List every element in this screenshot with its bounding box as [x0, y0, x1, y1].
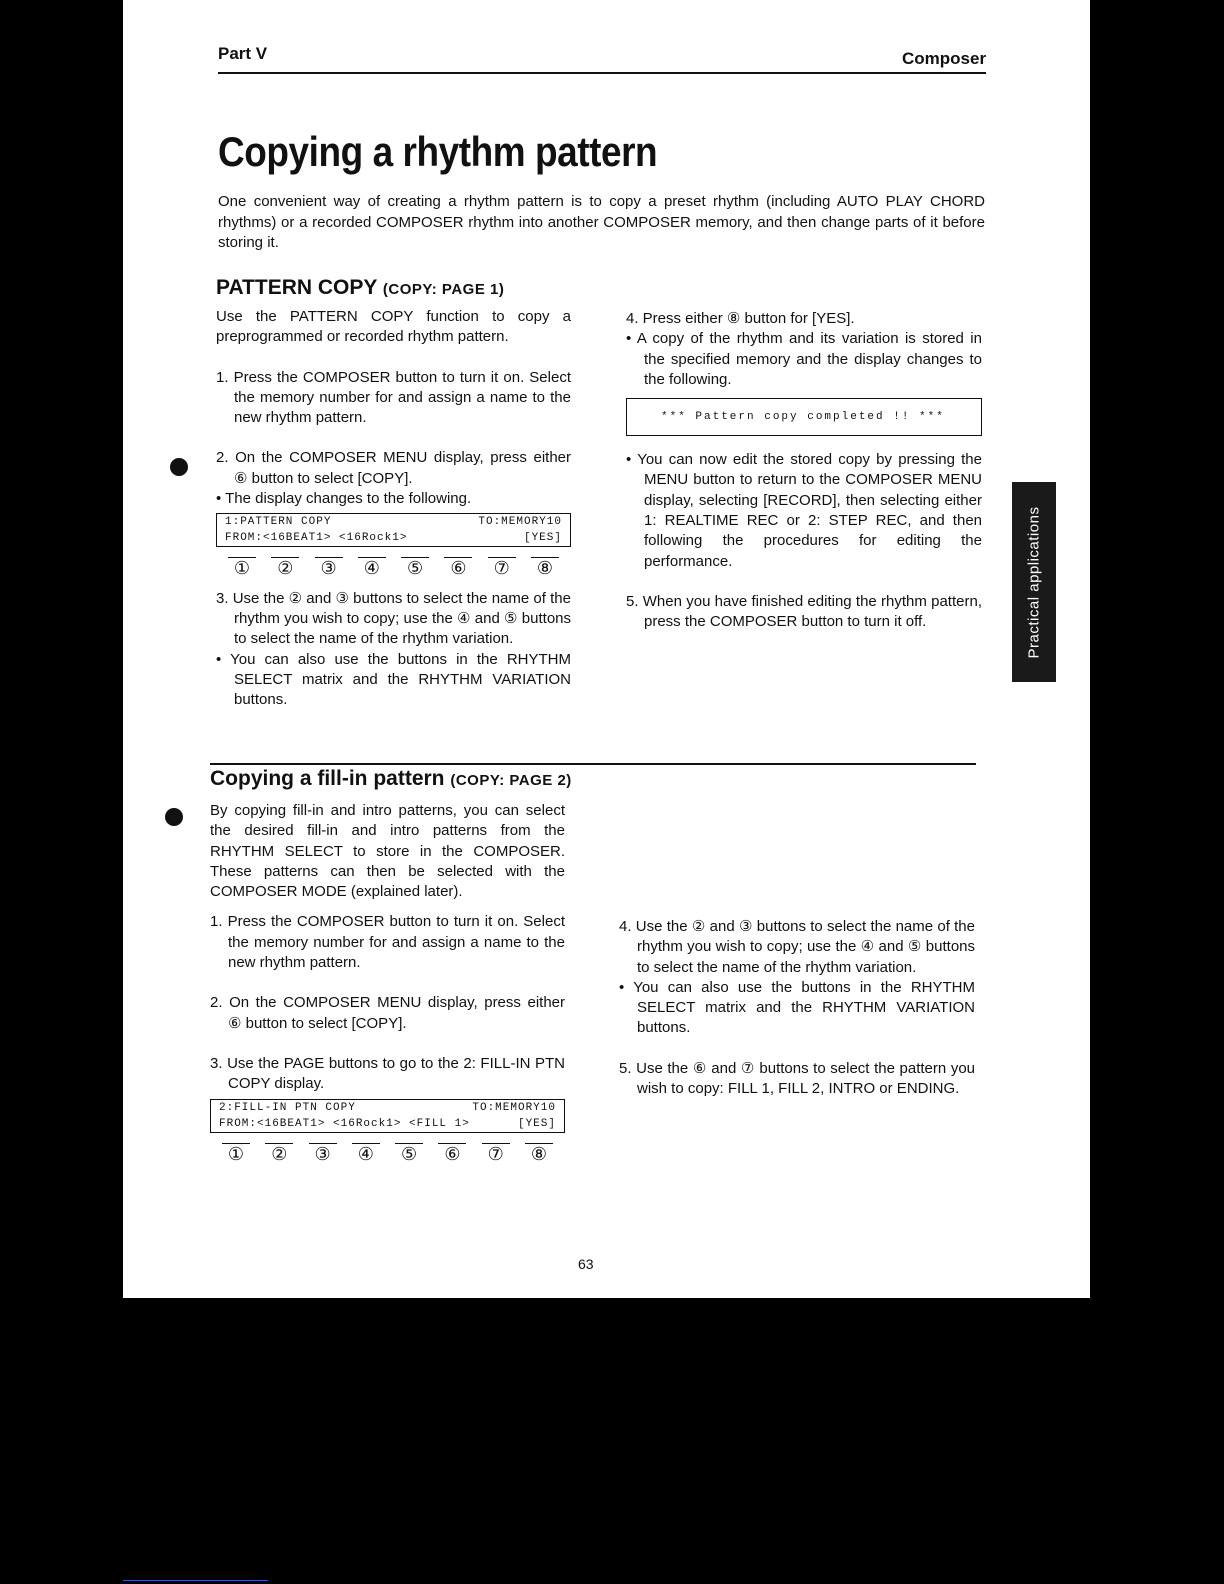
- intro-paragraph: One convenient way of creating a rhythm pattern is to copy a preset rhythm (including AUTO PLAY CHORD rhythms) or a recorded COMPOSER rhythm into another COMPOSER memory, and then change parts of it before storing it.: [218, 193, 985, 251]
- pattern-copy-right-column: [626, 309, 982, 633]
- header-rule: [218, 72, 986, 74]
- fillin-step-2: 2. On the COMPOSER MENU display, press either ⑥ button to select [COPY].: [210, 994, 565, 1032]
- fillin-step-4: 4. Use the ② and ③ buttons to select the name of the rhythm you wish to copy; use the ④ and ⑤ buttons to select the name of the rhythm variation.: [619, 918, 975, 976]
- pattern-bullet-display: • The display changes to the following.: [216, 490, 472, 508]
- lcd-button-8: ⑧: [525, 1143, 553, 1164]
- pattern-bullet-edit: • You can now edit the stored copy by pressing the MENU button to return to the COMPOSER MENU display, selecting [RECORD], then selecting either 1: REALTIME REC or 2: STEP REC, and then following the procedures for editing the performance.: [626, 451, 982, 570]
- lcd-button-7: ⑦: [488, 557, 516, 578]
- fillin-heading-sub: (COPY: PAGE 2): [450, 772, 572, 789]
- pattern-step-1: 1. Press the COMPOSER button to turn it on. Select the memory number for and assign a name to the new rhythm pattern.: [216, 368, 571, 427]
- lcd-button-3: ③: [315, 557, 343, 578]
- completed-display: *** Pattern copy completed !! ***: [626, 398, 982, 436]
- pattern-lcd-buttons: [216, 547, 571, 578]
- pattern-step-5: 5. When you have finished editing the rhythm pattern, press the COMPOSER button to turn it off.: [626, 592, 982, 631]
- pattern-bullet-rhythm: • You can also use the buttons in the RHYTHM SELECT matrix and the RHYTHM VARIATION buttons.: [216, 650, 571, 709]
- side-tab-label: Practical applications: [1025, 506, 1043, 658]
- pattern-step-3: 3. Use the ② and ③ buttons to select the name of the rhythm you wish to copy; use the ④ and ⑤ buttons to select the name of the rhythm variation.: [216, 589, 571, 648]
- side-tab: [1012, 482, 1056, 682]
- lcd-button-6: ⑥: [438, 1143, 466, 1164]
- lcd-line2-left: FROM:<16BEAT1> <16Rock1>: [225, 532, 408, 545]
- fillin-step-1: 1. Press the COMPOSER button to turn it on. Select the memory number for and assign a name to the new rhythm pattern.: [210, 913, 565, 972]
- lcd-button-8: ⑧: [531, 557, 559, 578]
- lcd-button-1: ①: [222, 1143, 250, 1164]
- fillin-right-column: [619, 917, 975, 1099]
- fillin-lcd-display: [210, 1099, 565, 1133]
- lcd-button-5: ⑤: [395, 1143, 423, 1164]
- margin-dot-icon: [170, 458, 188, 476]
- lcd-button-7: ⑦: [482, 1143, 510, 1164]
- pattern-step-2: 2. On the COMPOSER MENU display, press either ⑥ button to select [COPY].: [216, 449, 571, 487]
- bottom-link-line: [123, 1580, 268, 1581]
- page-number: 63: [578, 1256, 594, 1272]
- lcd-line1-left: 1:PATTERN COPY: [225, 516, 332, 529]
- lcd-button-1: ①: [228, 557, 256, 578]
- pattern-copy-heading-main: PATTERN COPY: [216, 276, 378, 299]
- pattern-copy-heading: [216, 276, 504, 300]
- page-title: Copying a rhythm pattern: [218, 128, 658, 175]
- lcd-button-4: ④: [352, 1143, 380, 1164]
- pattern-copy-heading-sub: (COPY: PAGE 1): [382, 281, 505, 298]
- lcd-button-4: ④: [358, 557, 386, 578]
- lcd-line2-left: FROM:<16BEAT1> <16Rock1> <FILL 1>: [219, 1117, 470, 1130]
- pattern-bullet-copy: • A copy of the rhythm and its variation is stored in the specified memory and the display changes to the following.: [626, 330, 982, 388]
- fillin-heading-main: Copying a fill-in pattern: [210, 767, 445, 790]
- fillin-bullet-rhythm: • You can also use the buttons in the RHYTHM SELECT matrix and the RHYTHM VARIATION buttons.: [619, 978, 975, 1037]
- pattern-copy-desc: Use the PATTERN COPY function to copy a preprogrammed or recorded rhythm pattern.: [216, 308, 571, 346]
- lcd-button-6: ⑥: [444, 557, 472, 578]
- pattern-step-4: 4. Press either ⑧ button for [YES].: [626, 310, 855, 327]
- lcd-line2-right: [YES]: [517, 1117, 556, 1130]
- header-section: Composer: [902, 49, 987, 68]
- margin-dot-icon: [165, 808, 183, 826]
- lcd-line1-left: 2:FILL-IN PTN COPY: [219, 1101, 356, 1114]
- lcd-line1-right: TO:MEMORY10: [478, 516, 562, 529]
- pattern-lcd-display: [216, 513, 571, 547]
- header-part: Part V: [218, 44, 268, 63]
- fillin-left-column: [210, 801, 565, 1164]
- lcd-line1-right: TO:MEMORY10: [472, 1101, 556, 1114]
- lcd-line2-right: [YES]: [523, 532, 562, 545]
- section-divider: [210, 763, 976, 765]
- lcd-button-2: ②: [265, 1143, 293, 1164]
- fillin-desc: By copying fill-in and intro patterns, you can select the desired fill-in and intro patterns from the RHYTHM SELECT to store in the COMPOSER. These patterns can then be selected with the COMPOSER MODE (explained later).: [210, 802, 565, 901]
- fillin-step-3: 3. Use the PAGE buttons to go to the 2: FILL-IN PTN COPY display.: [210, 1054, 565, 1093]
- fillin-lcd-buttons: [210, 1133, 565, 1164]
- lcd-button-5: ⑤: [401, 557, 429, 578]
- pattern-copy-left-column: [216, 307, 571, 710]
- lcd-button-2: ②: [271, 557, 299, 578]
- fillin-step-5: 5. Use the ⑥ and ⑦ buttons to select the pattern you wish to copy: FILL 1, FILL 2, INTRO or ENDING.: [619, 1059, 975, 1098]
- fillin-heading: [210, 767, 572, 791]
- lcd-button-3: ③: [309, 1143, 337, 1164]
